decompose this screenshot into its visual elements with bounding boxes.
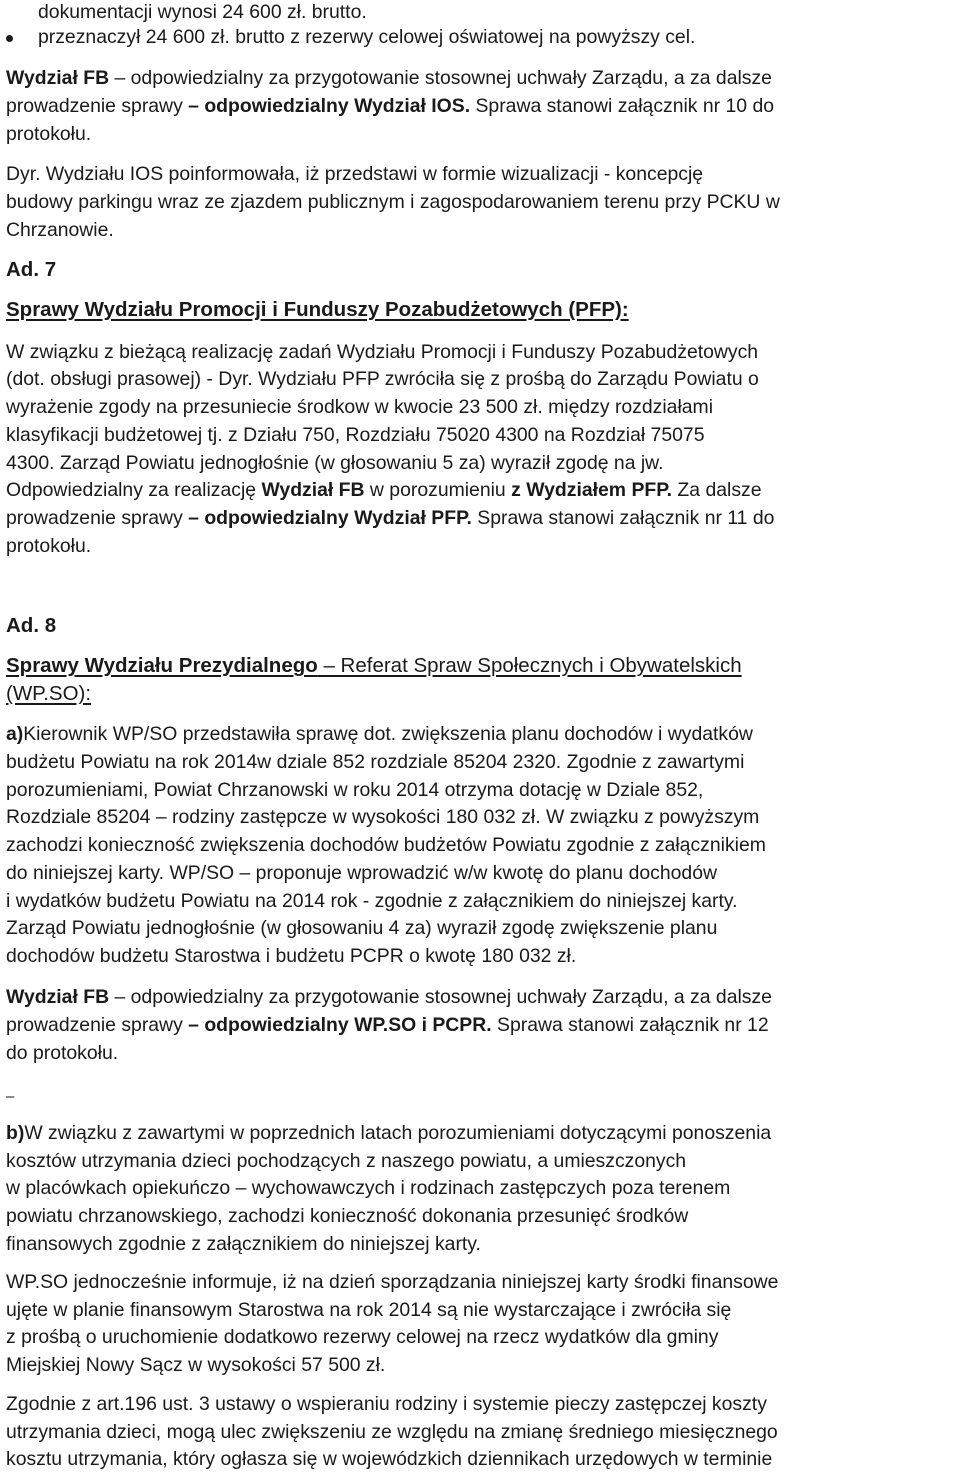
paragraph-line: i wydatków budżetu Powiatu na 2014 rok - zgodnie z załącznikiem do niniejszej karty. [6, 890, 738, 912]
paragraph-line [6, 722, 956, 747]
bold-text: Wydział FB [261, 479, 365, 501]
text: Sprawa stanowi załącznik nr 10 do [470, 95, 775, 117]
paragraph-line: Zgodnie z art.196 ust. 3 ustawy o wspieraniu rodziny i systemie pieczy zastępczej koszty [6, 1393, 767, 1415]
paragraph-line [6, 66, 956, 91]
paragraph-line: klasyfikacji budżetowej tj. z Działu 750, Rozdziału 75020 4300 na Rozdział 75075 [6, 424, 705, 446]
dash-mark: – [6, 1088, 15, 1105]
paragraph-line: Rozdziale 85204 – rodziny zastępcze w wysokości 180 032 zł. W związku z powyższym [6, 806, 760, 828]
paragraph-line [6, 1013, 956, 1038]
paragraph-line: Miejskiej Nowy Sącz w wysokości 57 500 zł. [6, 1354, 386, 1376]
text: Kierownik WP/SO przedstawiła sprawę dot. zwiększenia planu dochodów i wydatków [23, 723, 753, 745]
paragraph-line: kosztów utrzymania dzieci pochodzących z naszego powiatu, a umieszczonych [6, 1150, 687, 1172]
section-title: Ad. 8 [6, 614, 57, 637]
paragraph-line: WP.SO jednocześnie informuje, iż na dzień sporządzania niniejszej karty środki finansowe [6, 1271, 779, 1293]
text: w porozumieniu [364, 479, 512, 501]
bold-text: – odpowiedzialny Wydział IOS. [188, 95, 471, 117]
paragraph-line: do niniejszej karty. WP/SO – proponuje wprowadzić w/w kwotę do planu dochodów [6, 862, 717, 884]
paragraph-line: finansowych zgodnie z załącznikiem do niniejszej karty. [6, 1233, 481, 1255]
paragraph-line: kosztu utrzymania, który ogłasza się w wojewódzkich dziennikach urzędowych w terminie [6, 1448, 773, 1470]
text: prowadzenie sprawy [6, 507, 189, 529]
paragraph-line: Chrzanowie. [6, 219, 114, 241]
bold-text: – odpowiedzialny Wydział PFP. [188, 507, 472, 529]
paragraph-line [6, 478, 956, 503]
text: Sprawa stanowi załącznik nr 12 [491, 1014, 769, 1036]
text: – odpowiedzialny za przygotowanie stosownej uchwały Zarządu, a za dalsze [109, 67, 772, 89]
text: prowadzenie sprawy [6, 95, 189, 117]
section-heading: Sprawy Wydziału Promocji i Funduszy Pozabudżetowych (PFP): [6, 298, 629, 321]
paragraph-line: utrzymania dzieci, mogą ulec zwiększeniu ze względu na zmianę średniego miesięcznego [6, 1421, 778, 1443]
text: W związku z zawartymi w poprzednich latach porozumieniami dotyczącymi ponoszenia [24, 1122, 772, 1144]
bold-text: Wydział FB [6, 67, 110, 89]
paragraph-line: zachodzi konieczność zwiększenia dochodów budżetów Powiatu zgodnie z załącznikiem [6, 834, 766, 856]
paragraph-line: Zarząd Powiatu jednogłośnie (w głosowaniu 4 za) wyraził zgodę zwiększenie planu [6, 917, 718, 939]
paragraph-line: powiatu chrzanowskiego, zachodzi konieczność dokonania przesunięć środków [6, 1205, 689, 1227]
paragraph-line: z prośbą o uruchomienie dodatkowo rezerwy celowej na rzecz wydatków dla gminy [6, 1326, 719, 1348]
text: prowadzenie sprawy [6, 1014, 189, 1036]
section-title: Ad. 7 [6, 258, 57, 281]
text: Za dalsze [672, 479, 762, 501]
paragraph-line: protokołu. [6, 123, 92, 145]
bullet-text: przeznaczył 24 600 zł. brutto z rezerwy celowej oświatowej na powyższy cel. [38, 26, 696, 48]
paragraph-line: budżetu Powiatu na rok 2014w dziale 852 rozdziale 85204 2320. Zgodnie z zawartymi [6, 751, 745, 773]
list-label: b) [6, 1122, 25, 1144]
section-heading: (WP.SO): [6, 682, 92, 705]
paragraph-line: protokołu. [6, 535, 92, 557]
bold-text: z Wydziałem PFP. [511, 479, 673, 501]
paragraph-line: porozumieniami, Powiat Chrzanowski w roku 2014 otrzyma dotację w Dziale 852, [6, 779, 704, 801]
paragraph-line: W związku z bieżącą realizację zadań Wydziału Promocji i Funduszy Pozabudżetowych [6, 341, 759, 363]
paragraph-line [6, 1121, 956, 1146]
paragraph-line: do protokołu. [6, 1042, 119, 1064]
paragraph-line: (dot. obsługi prasowej) - Dyr. Wydziału PFP zwróciła się z prośbą do Zarządu Powiatu o [6, 368, 759, 390]
bold-text: – odpowiedzialny WP.SO i PCPR. [188, 1014, 492, 1036]
paragraph-line: ujęte w planie finansowym Starostwa na rok 2014 są nie wystarczające i zwróciła się [6, 1299, 732, 1321]
section-heading [6, 653, 956, 679]
text: – odpowiedzialny za przygotowanie stosownej uchwały Zarządu, a za dalsze [109, 986, 772, 1008]
paragraph-line: w placówkach opiekuńczo – wychowawczych i rodzinach zastępczych poza terenem [6, 1177, 731, 1199]
paragraph-line: wyrażenie zgody na przesuniecie środkow w kwocie 23 500 zł. między rozdziałami [6, 396, 714, 418]
paragraph-line: Dyr. Wydziału IOS poinformowała, iż przedstawi w formie wizualizacji - koncepcję [6, 163, 704, 185]
text: Sprawa stanowi załącznik nr 11 do [471, 507, 775, 529]
bullet-item [0, 25, 950, 50]
text: Odpowiedzialny za realizację [6, 479, 262, 501]
list-label: a) [6, 723, 24, 745]
paragraph-line: 4300. Zarząd Powiatu jednogłośnie (w głosowaniu 5 za) wyraził zgodę na jw. [6, 452, 664, 474]
heading-part: – Referat Spraw Społecznych i Obywatelskich [317, 654, 742, 677]
paragraph-line: budowy parkingu wraz ze zjazdem publicznym i zagospodarowaniem terenu przy PCKU w [6, 191, 780, 213]
heading-part: Sprawy Wydziału Prezydialnego [6, 654, 318, 677]
paragraph-line [6, 506, 956, 531]
text-line: dokumentacji wynosi 24 600 zł. brutto. [38, 1, 367, 23]
paragraph-line [6, 94, 956, 119]
bullet-icon [6, 35, 13, 42]
paragraph-line [6, 985, 956, 1010]
paragraph-line: dochodów budżetu Starostwa i budżetu PCPR o kwotę 180 032 zł. [6, 945, 577, 967]
bold-text: Wydział FB [6, 986, 110, 1008]
